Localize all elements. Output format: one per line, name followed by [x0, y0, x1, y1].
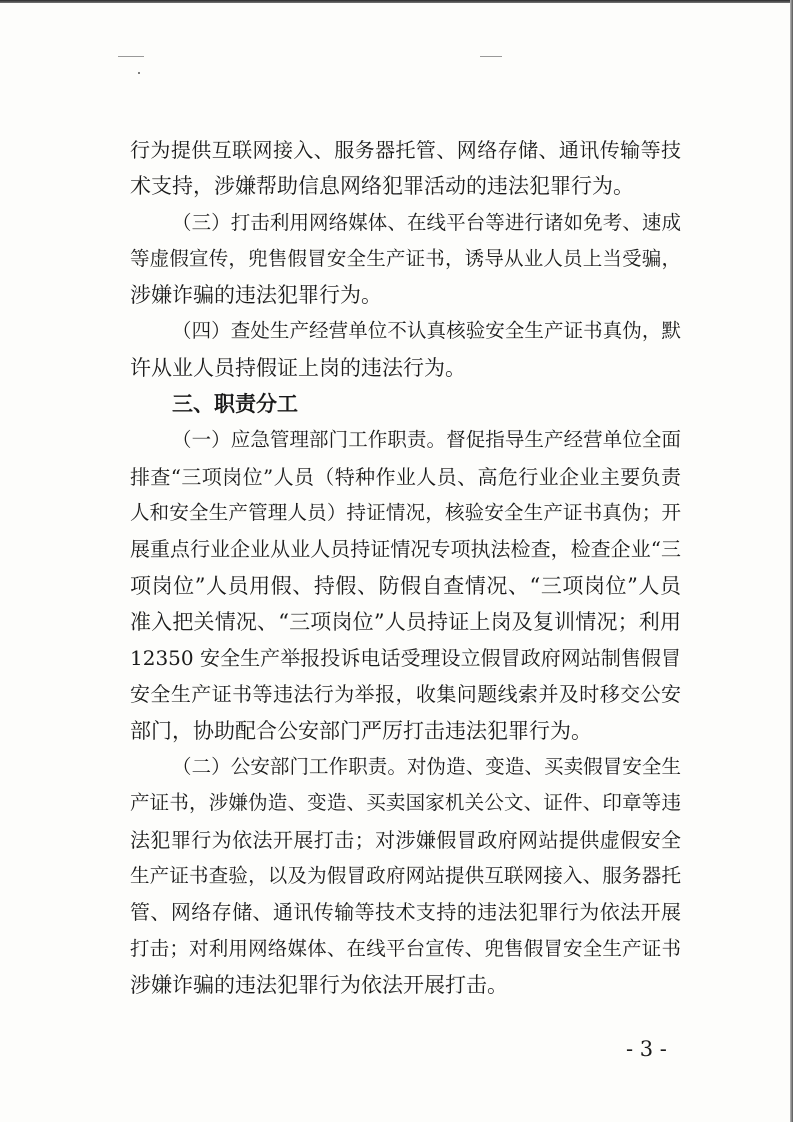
text-line: 项岗位”人员用假、持假、防假自查情况、“三项岗位”人员	[130, 573, 681, 598]
text-line: 12350 安全生产举报投诉电话受理设立假冒政府网站制售假冒	[130, 646, 681, 671]
text-line: 产证书，涉嫌伪造、变造、买卖国家机关公文、证件、印章等违	[130, 791, 681, 815]
text-line: 准入把关情况、“三项岗位”人员持证上岗及复训情况；利用	[130, 609, 681, 634]
scan-dot	[138, 72, 140, 74]
paragraph-item-4	[130, 313, 681, 386]
scan-mark	[480, 56, 502, 57]
paragraph-item-3	[130, 205, 681, 314]
text-line: （二）公安部门工作职责。对伪造、变造、买卖假冒安全生	[172, 755, 681, 779]
text-line: 涉嫌诈骗的违法犯罪行为。	[130, 283, 382, 308]
text-line: 等虚假宣传，兜售假冒安全生产证书，诱导从业人员上当受骗，	[130, 246, 681, 270]
page-number: - 3 -	[626, 1037, 667, 1061]
document-body	[130, 132, 681, 1003]
text-line: 人和安全生产管理人员）持证情况，核验安全生产证书真伪；开	[130, 500, 681, 524]
text-line: （一）应急管理部门工作职责。督促指导生产经营单位全面	[172, 428, 681, 452]
text-line: （三）打击利用网络媒体、在线平台等进行诸如免考、速成	[172, 210, 681, 234]
text-line: 打击；对利用网络媒体、在线平台宣传、兜售假冒安全生产证书	[130, 936, 681, 960]
text-line: （四）查处生产经营单位不认真核验安全生产证书真伪，默	[172, 319, 681, 343]
text-line: 安全生产证书等违法行为举报，收集问题线索并及时移交公安	[130, 682, 681, 707]
text-line: 管、网络存储、通讯传输等技术支持的违法犯罪行为依法开展	[130, 900, 681, 925]
text-line: 法犯罪行为依法开展打击；对涉嫌假冒政府网站提供虚假安全	[130, 827, 681, 852]
scan-edge-top	[0, 0, 793, 3]
paragraph-continuation	[130, 132, 681, 205]
section-heading: 三、职责分工	[172, 392, 298, 417]
text-line: 排查“三项岗位”人员（特种作业人员、高危行业企业主要负责	[130, 464, 681, 489]
text-line: 术支持，涉嫌帮助信息网络犯罪活动的违法犯罪行为。	[130, 174, 634, 199]
scan-mark	[118, 56, 144, 57]
paragraph-duty-police	[130, 749, 681, 1003]
text-line: 展重点行业企业从业人员持证情况专项执法检查，检查企业“三	[130, 537, 681, 562]
text-line: 许从业人员持假证上岗的违法行为。	[130, 355, 466, 380]
text-line: 行为提供互联网接入、服务器托管、网络存储、通讯传输等技	[130, 138, 681, 162]
text-line: 部门，协助配合公安部门严厉打击违法犯罪行为。	[130, 718, 592, 743]
paragraph-duty-emergency	[130, 422, 681, 749]
text-line: 涉嫌诈骗的违法犯罪行为依法开展打击。	[130, 972, 508, 997]
text-line: 生产证书查验，以及为假冒政府网站提供互联网接入、服务器托	[130, 863, 681, 887]
